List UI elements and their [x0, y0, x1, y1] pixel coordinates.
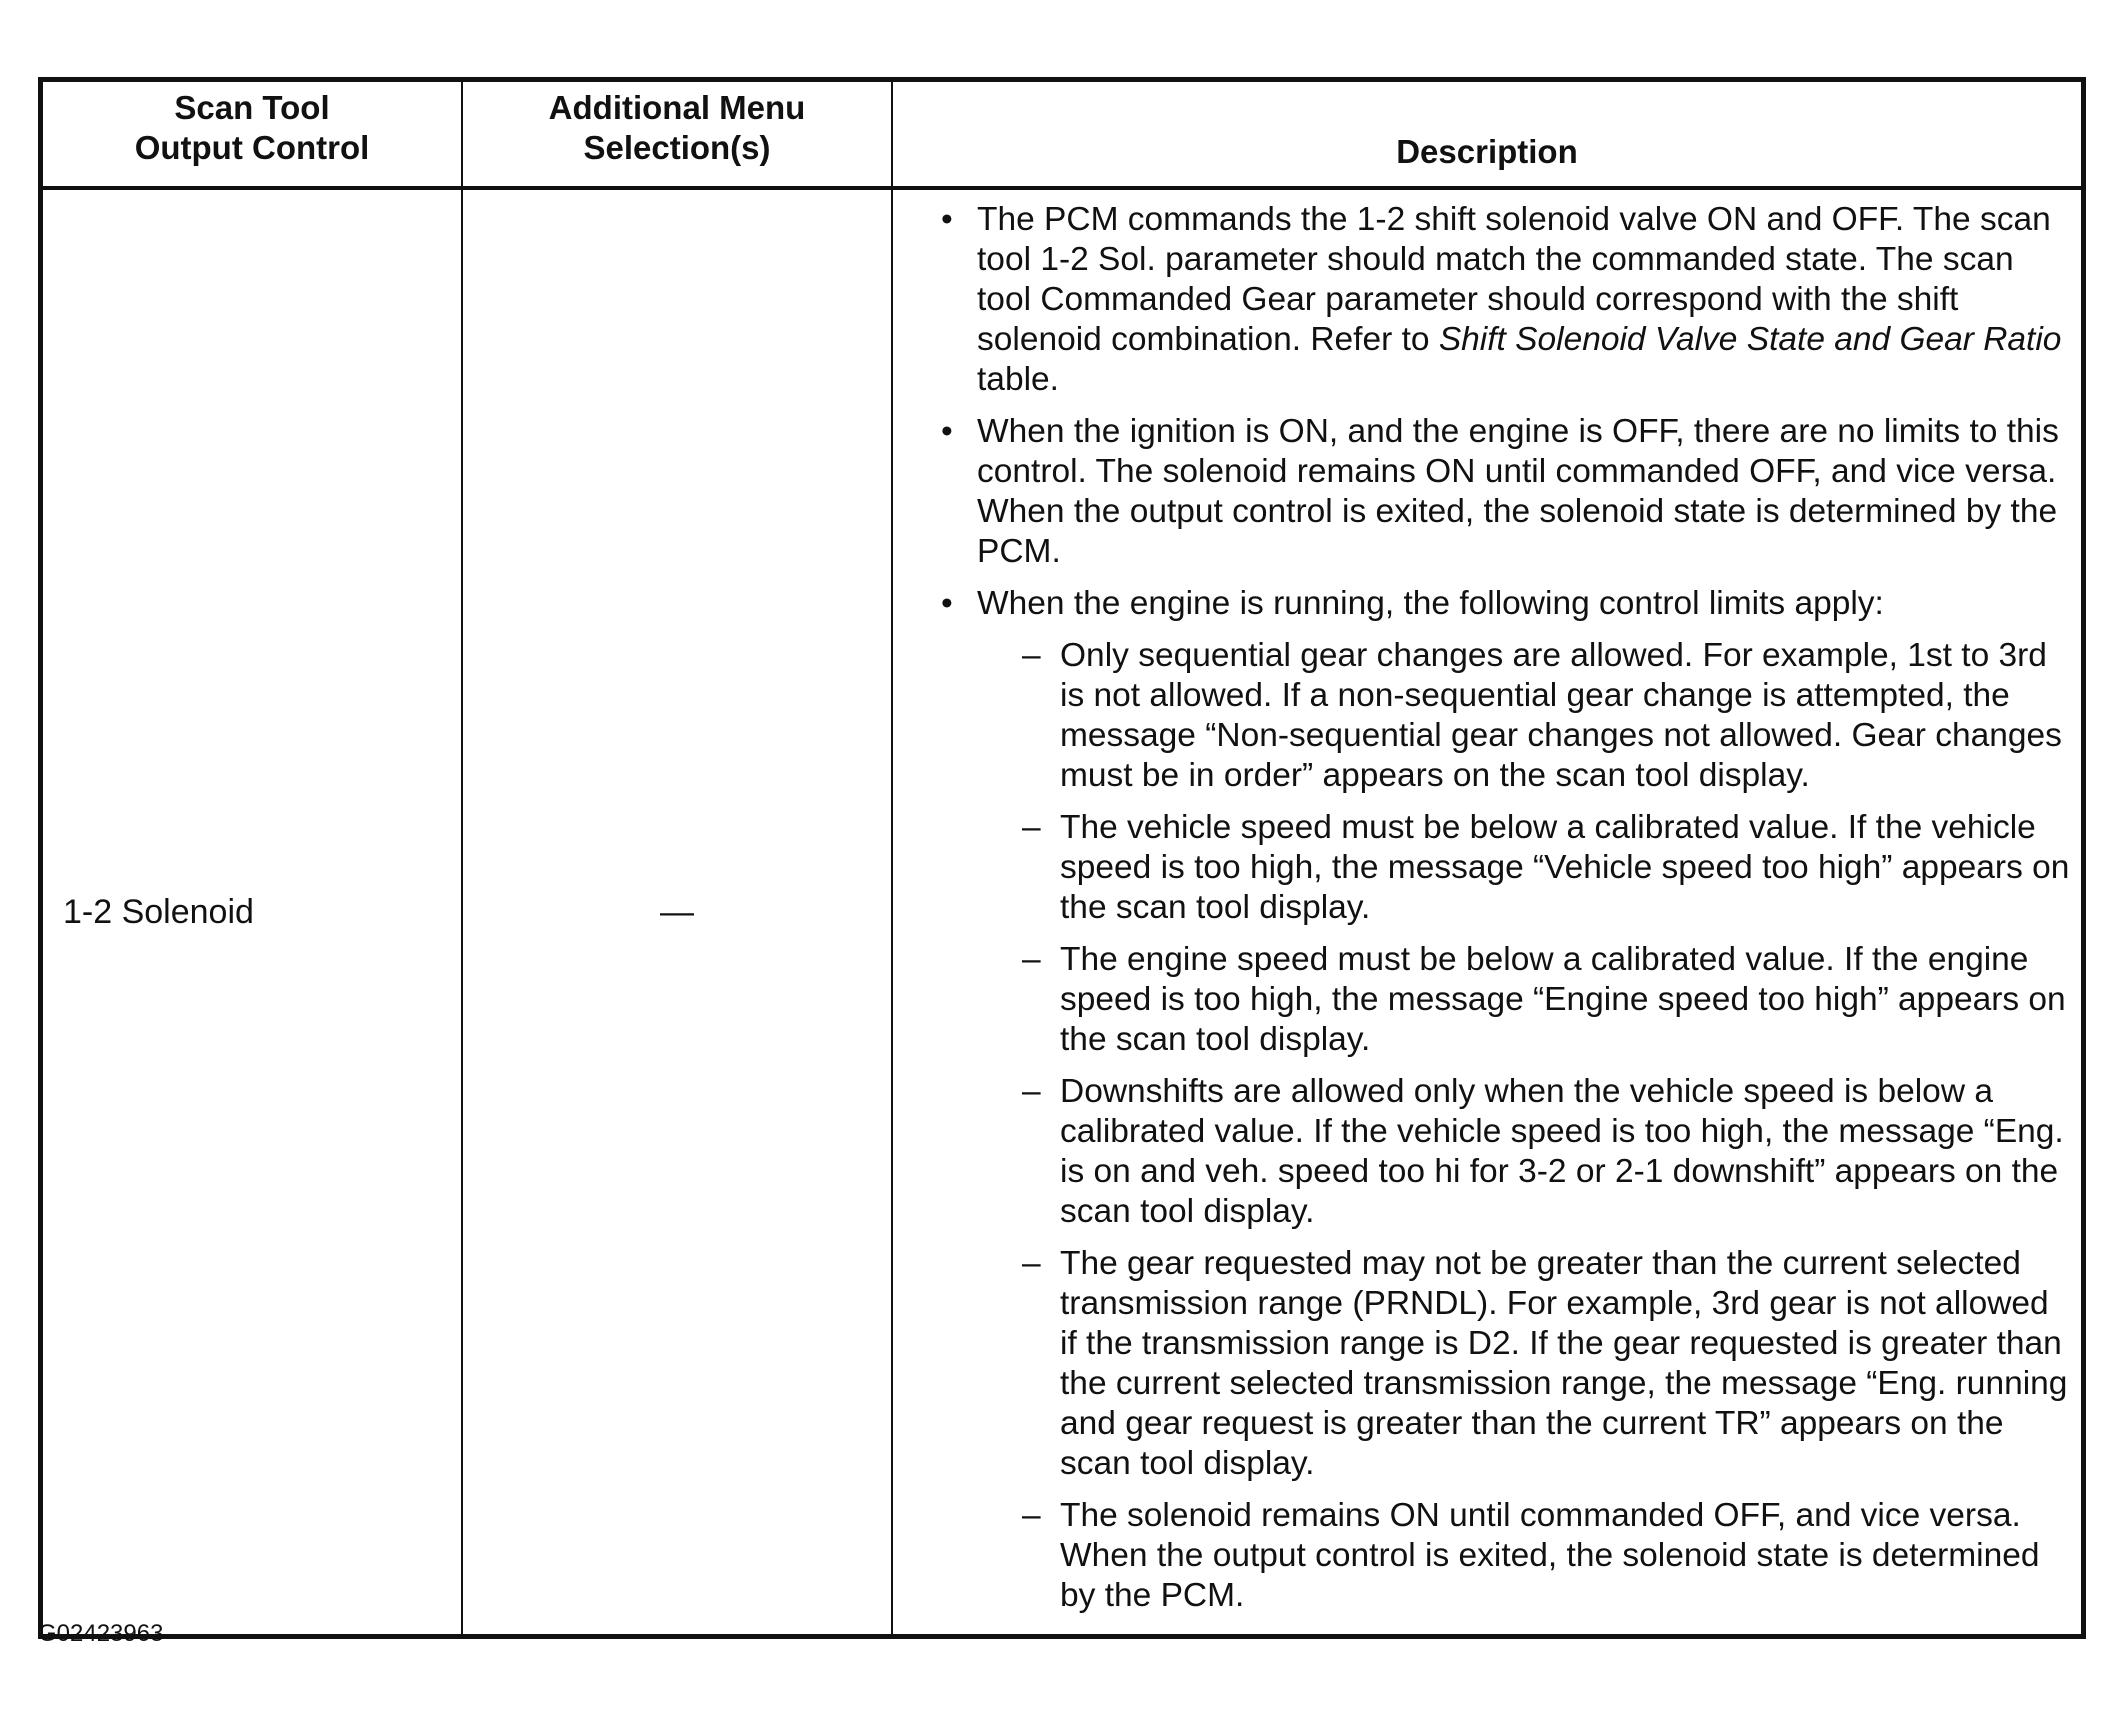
bullet-marker: • — [941, 201, 953, 238]
control-limit-text: The engine speed must be below a calibrated value. If the engine speed is too high, the message “Engine speed too high” appears on the scan tool display. — [1060, 941, 2066, 1058]
control-limit-item — [977, 636, 2073, 796]
control-limit-item — [977, 808, 2073, 928]
table-row — [41, 188, 2084, 1637]
dash-marker: – — [1022, 637, 1041, 674]
control-limit-text: The vehicle speed must be below a calibrated value. If the vehicle speed is too high, the message “Vehicle speed too high” appears on the scan tool display. — [1060, 809, 2070, 926]
dash-marker: – — [1022, 1073, 1041, 1110]
bullet-2-text: When the ignition is ON, and the engine is OFF, there are no limits to this control. The solenoid remains ON until commanded OFF, and vice versa. When the output control is exited, the solenoid state is determined by the PCM. — [977, 413, 2059, 570]
description-bullet-3 — [941, 584, 2073, 1616]
control-limit-text: The gear requested may not be greater than the current selected transmission range (PRNDL). For example, 3rd gear is not allowed if the transmission range is D2. If the gear requested is greater than the current selected transmission range, the message “Eng. running and gear request is greater than the current TR” appears on the scan tool display. — [1060, 1245, 2068, 1482]
header-scan-tool-output-control — [41, 80, 463, 189]
header-menu-line1: Additional Menu — [548, 89, 806, 126]
control-limit-text: Only sequential gear changes are allowed. For example, 1st to 3rd is not allowed. If a non-sequential gear change is attempted, the message “Non-sequential gear changes not allowed. Gear changes must be in order” appears on the scan tool display. — [1060, 637, 2062, 794]
header-menu-line2: Selection(s) — [583, 129, 771, 166]
description-cell — [892, 188, 2084, 1637]
header-control-line1: Scan Tool — [174, 89, 330, 126]
dash-marker: – — [1022, 1497, 1041, 1534]
control-limit-text: Downshifts are allowed only when the vehicle speed is below a calibrated value. If the vehicle speed is too high, the message “Eng. is on and veh. speed too hi for 3-2 or 2-1 downshift” appears on the scan tool display. — [1060, 1073, 2064, 1230]
header-control-line2: Output Control — [134, 129, 370, 166]
scan-tool-output-control-table — [38, 77, 2086, 1639]
control-limit-item — [977, 1496, 2073, 1616]
bullet-marker: • — [941, 413, 953, 450]
menu-selection-cell: — — [462, 188, 892, 1637]
bullet-marker: • — [941, 585, 953, 622]
dash-marker: – — [1022, 1245, 1041, 1282]
control-cell: 1-2 Solenoid — [41, 188, 463, 1637]
description-bullet-2 — [941, 412, 2073, 572]
control-limit-item — [977, 1072, 2073, 1232]
header-description: Description — [892, 80, 2084, 189]
header-additional-menu-selections — [462, 80, 892, 189]
control-limit-text: The solenoid remains ON until commanded OFF, and vice versa. When the output control is exited, the solenoid state is determined by the PCM. — [1060, 1497, 2040, 1614]
bullet-3-text: When the engine is running, the following control limits apply: — [977, 585, 1884, 622]
description-bullet-1 — [941, 200, 2073, 400]
figure-id: G02423963 — [38, 1620, 164, 1647]
dash-marker: – — [1022, 809, 1041, 846]
control-limit-item — [977, 1244, 2073, 1484]
bullet-1-table-reference: Shift Solenoid Valve State and Gear Ratio — [1438, 321, 2062, 358]
bullet-1-text: The PCM commands the 1-2 shift solenoid valve ON and OFF. The scan tool 1-2 Sol. parameter should match the commanded state. The scan tool Commanded Gear parameter should correspond with the shift solenoid combination. Refer to — [977, 201, 2051, 358]
dash-marker: – — [1022, 941, 1041, 978]
bullet-1-tail: table. — [977, 361, 1059, 398]
control-limit-item — [977, 940, 2073, 1060]
control-limits-list — [977, 636, 2073, 1616]
header-row — [41, 80, 2084, 189]
